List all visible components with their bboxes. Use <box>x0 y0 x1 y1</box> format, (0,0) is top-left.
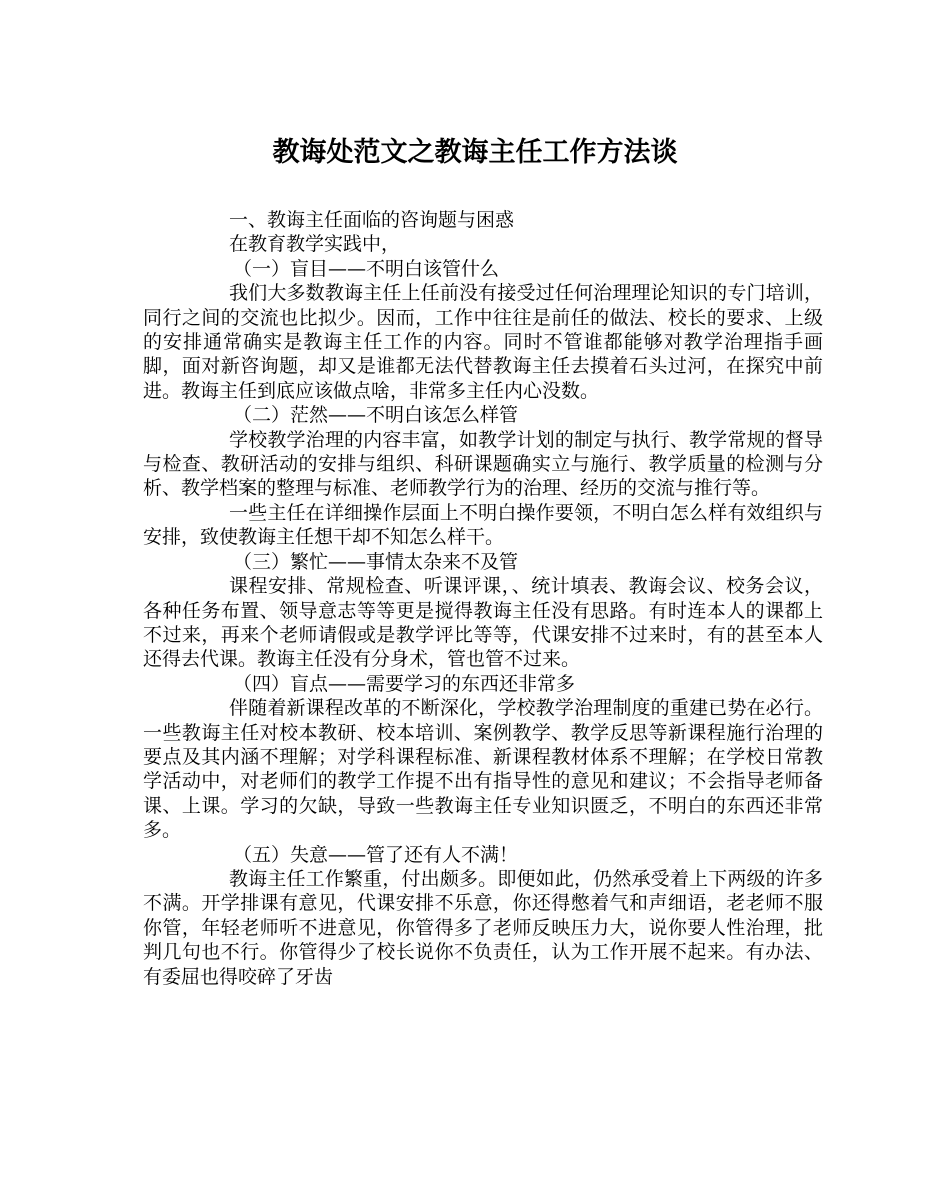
subsection-heading: （二）茫然——不明白该怎么样管 <box>233 404 519 427</box>
paragraph: 我们大多数教诲主任上任前没有接受过任何治理理论知识的专门培训，同行之间的交流也比拟少。因而，工作中往往是前任的做法、校长的要求、上级的安排通常确实是教诲主任工作的内容。同时不管谁都能够对教学治理指手画脚，面对新咨询题，却又是谁都无法代替教诲主任去摸着石头过河，在探究中前进。教诲主任到底应该做点啥，非常多主任内心没数。 <box>143 282 823 402</box>
document-title: 教诲处范文之教诲主任工作方法谈 <box>272 137 678 168</box>
paragraph: 学校教学治理的内容丰富，如教学计划的制定与执行、教学常规的督导与检查、教研活动的安排与组织、科研课题确实立与施行、教学质量的检测与分析、教学档案的整理与标准、老师教学行为的治理、经历的交流与推行等。 <box>143 428 823 500</box>
subsection-heading: （四）盲点——需要学习的东西还非常多 <box>233 672 576 695</box>
paragraph: 一些主任在详细操作层面上不明白操作要领，不明白怎么样有效组织与安排，致使教诲主任想干却不知怎么样干。 <box>143 501 823 549</box>
section-heading: 一、教诲主任面临的咨询题与困惑 <box>229 209 515 231</box>
paragraph: 课程安排、常规检查、听课评课，、统计填表、教诲会议、校务会议，各种任务布置、领导意志等等更是搅得教诲主任没有思路。有时连本人的课都上不过来，再来个老师请假或是教学评比等等，代课安排不过来时，有的甚至本人还得去代课。教诲主任没有分身术，管也管不过来。 <box>143 575 823 671</box>
subsection-heading: （三）繁忙——事情太杂来不及管 <box>233 550 519 573</box>
paragraph: 伴随着新课程改革的不断深化，学校教学治理制度的重建已势在必行。一些教诲主任对校本教研、校本培训、案例教学、教学反思等新课程施行治理的要点及其内涵不理解；对学科课程标准、新课程教材体系不理解；在学校日常教学活动中，对老师们的教学工作提不出有指导性的意见和建议；不会指导老师备课、上课。学习的欠缺，导致一些教诲主任专业知识匮乏，不明白的东西还非常多。 <box>143 697 823 842</box>
paragraph: 在教育教学实践中， <box>229 233 401 256</box>
document-body <box>143 208 823 989</box>
subsection-heading: （五）失意——管了还有人不满！ <box>233 843 519 866</box>
paragraph: 教诲主任工作繁重，付出颇多。即便如此，仍然承受着上下两级的许多不满。开学排课有意见，代课安排不乐意，你还得憋着气和声细语，老老师不服你管，年轻老师听不进意见，你管得多了老师反映压力大，说你要人性治理，批判几句也不行。你管得少了校长说你不负责任，认为工作开展不起来。有办法、有委屈也得咬碎了牙齿 <box>143 867 823 988</box>
subsection-heading: （一）盲目——不明白该管什么 <box>233 257 500 280</box>
